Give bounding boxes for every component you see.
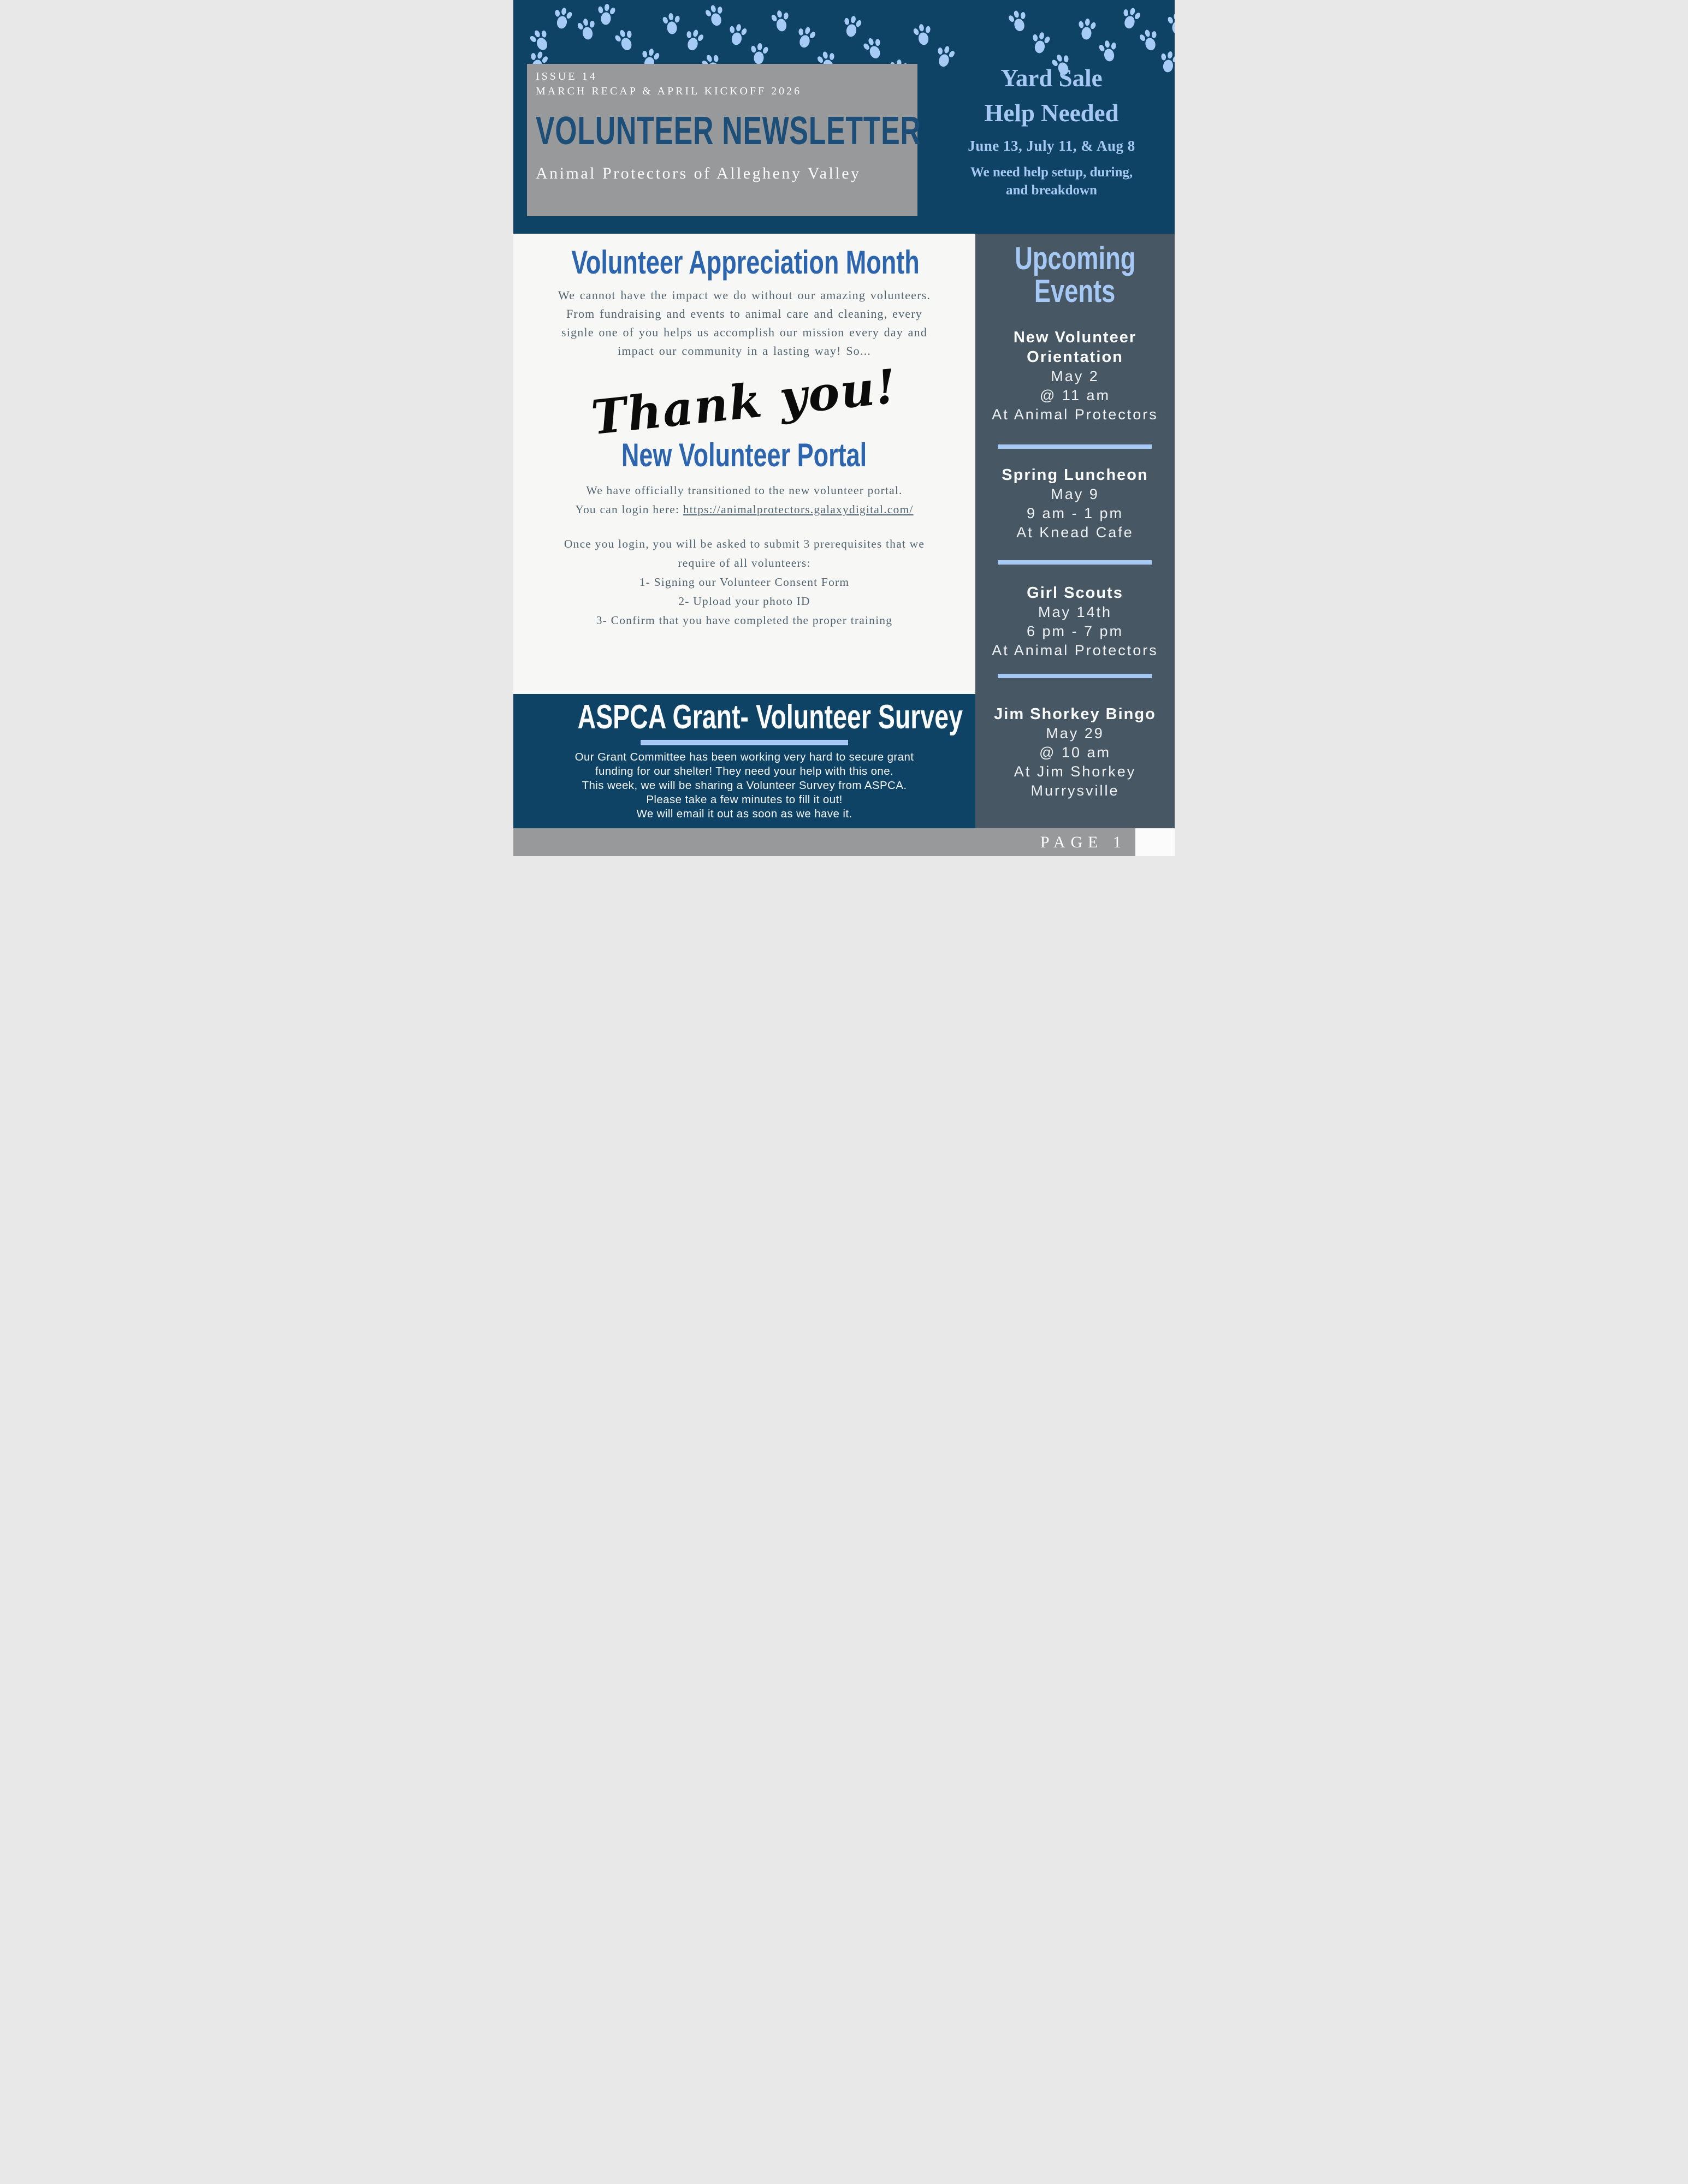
aspca-survey-section: [513, 694, 975, 828]
paw-print-icon: [726, 22, 748, 46]
prereq-item-2: 2- Upload your photo ID: [678, 595, 810, 608]
aspca-paragraph: Our Grant Committee has been working very hard to secure grant funding for our shelter! They need your help with this one. This week, we will be sharing a Volunteer Survey from ASPCA. Please take a few minutes to fill it out! We will email it out as soon as we have it.: [574, 751, 914, 820]
paw-print-icon: [661, 12, 682, 34]
event-jim-shorkey-bingo: Jim Shorkey Bingo May 29 @ 10 am At Jim Shorkey Murrysville: [994, 705, 1156, 799]
paw-print-icon: [912, 22, 934, 46]
prereq-item-3: 3- Confirm that you have completed the proper training: [596, 614, 893, 627]
yard-sale-note: We need help setup, during, and breakdown: [970, 165, 1133, 198]
footer-bar: [513, 828, 1175, 856]
portal-login-line: You can login here: https://animalprotectors.galaxydigital.com/: [575, 503, 914, 516]
paw-print-icon: [1006, 8, 1030, 33]
paw-print-icon: [749, 42, 769, 64]
masthead: [527, 64, 921, 216]
aspca-heading-underline: [641, 740, 848, 745]
paw-print-icon: [1119, 5, 1142, 31]
appreciation-heading: Volunteer Appreciation Month: [571, 244, 920, 281]
page-number: PAGE 1: [1040, 833, 1127, 851]
paw-print-icon: [613, 27, 637, 53]
organization-name: Animal Protectors of Allegheny Valley: [536, 164, 861, 182]
footer-corner-block: [1135, 828, 1175, 856]
paw-print-icon: [861, 35, 886, 61]
portal-heading: New Volunteer Portal: [621, 437, 867, 473]
event-spring-luncheon: Spring Luncheon May 9 9 am - 1 pm At Knead Cafe: [1002, 466, 1148, 541]
issue-number: ISSUE 14: [536, 70, 597, 82]
portal-url-link[interactable]: https://animalprotectors.galaxydigital.com/: [683, 503, 914, 516]
appreciation-paragraph: We cannot have the impact we do without our amazing volunteers. From fundraising and events to animal care and cleaning, every signle one of you helps us accomplish our mission every day and impact our community in a lasting way! So...: [558, 288, 931, 358]
sidebar-heading-line2: Events: [1034, 274, 1116, 309]
paw-print-icon: [703, 3, 727, 28]
event-new-volunteer-orientation: New Volunteer Orientation May 2 @ 11 am At Animal Protectors: [992, 329, 1158, 423]
paw-print-icon: [770, 9, 792, 33]
upcoming-events-sidebar: [975, 234, 1175, 828]
paw-print-icon: [1029, 31, 1051, 55]
thank-you-script: Thank you!: [589, 358, 900, 446]
paw-print-icon: [528, 27, 553, 54]
yard-sale-dates: June 13, July 11, & Aug 8: [968, 138, 1135, 154]
event-divider: [998, 560, 1152, 565]
event-divider: [998, 674, 1152, 678]
paw-print-icon: [1098, 39, 1120, 63]
issue-subtitle: MARCH RECAP & APRIL KICKOFF 2026: [536, 85, 802, 97]
event-divider: [998, 444, 1152, 449]
paw-print-icon: [682, 27, 706, 52]
event-girl-scouts: Girl Scouts May 14th 6 pm - 7 pm At Animal Protectors: [992, 584, 1158, 658]
prereq-item-1: 1- Signing our Volunteer Consent Form: [639, 575, 850, 589]
paw-print-icon: [1166, 12, 1175, 34]
paw-print-icon: [1138, 27, 1161, 52]
paw-print-icon: [841, 14, 863, 38]
paw-print-icon: [794, 25, 818, 50]
paw-print-icon: [596, 3, 616, 25]
yard-sale-title: Yard Sale: [1000, 64, 1103, 92]
newsletter-page: [513, 0, 1175, 856]
main-column: [513, 234, 975, 694]
yard-sale-title-line2: Help Needed: [984, 99, 1119, 127]
paw-print-icon: [1076, 17, 1097, 40]
portal-paragraph: We have officially transitioned to the new volunteer portal. You can login here: https://animalprotectors.galaxydigital.com/: [513, 481, 975, 519]
newsletter-title: VOLUNTEER NEWSLETTER: [536, 109, 921, 153]
sidebar-heading-line1: Upcoming: [1014, 241, 1136, 276]
header-band: [513, 0, 1175, 234]
prerequisites-paragraph: Once you login, you will be asked to submit 3 prerequisites that we require of all volunteers: 1- Signing our Volunteer Consent Form 2- Upload your photo ID 3- Confirm that you have completed the proper training: [513, 535, 975, 630]
yard-sale-callout: [928, 64, 1175, 199]
aspca-heading: ASPCA Grant- Volunteer Survey: [577, 698, 963, 736]
paw-print-icon: [552, 6, 573, 30]
paw-print-icon: [576, 17, 598, 41]
